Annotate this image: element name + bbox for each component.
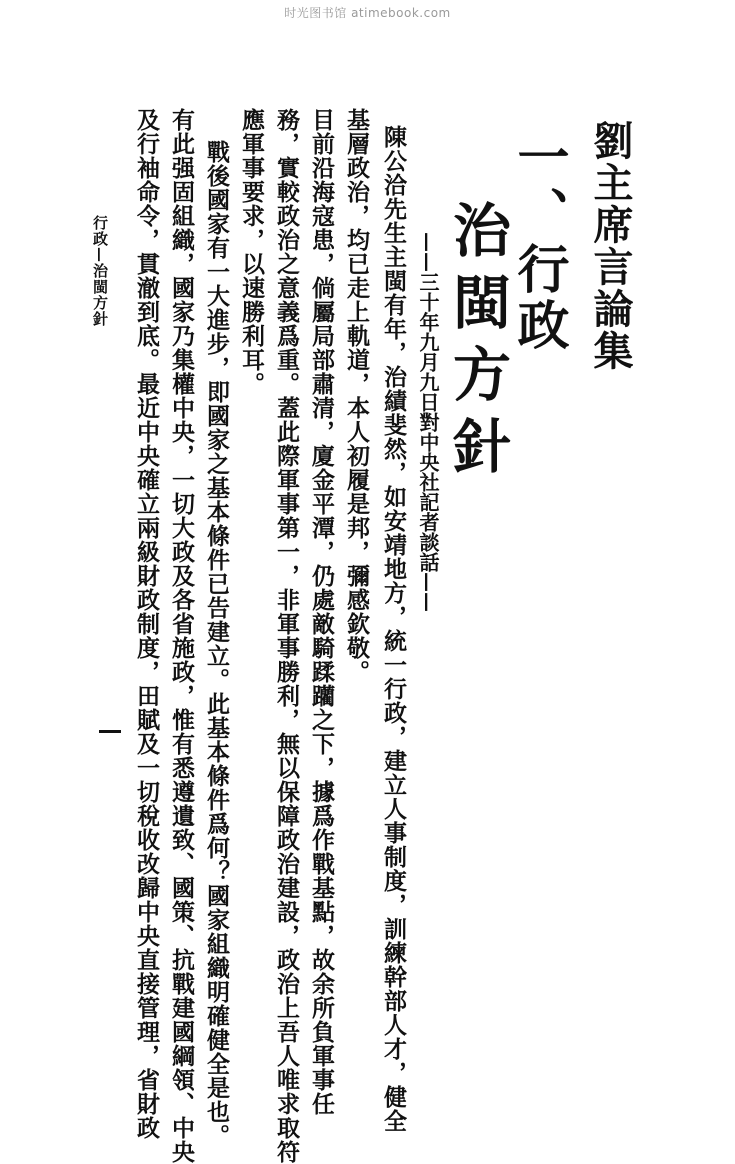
body-line: 及行袖命令，貫澈到底。最近中央確立兩級財政制度，田賦及一切稅收改歸中央直接管理，省財政 — [133, 108, 160, 1140]
body-line: 有此强固組織，國家乃集權中央，一切大政及各省施政，惟有悉遵遺致、國策、抗戰建國綱領、中央 — [168, 108, 195, 1164]
article-subtitle: ——三十年九月九日對中央社記者談話—— — [416, 232, 440, 612]
body-line: 基層政治，均已走上軌道，本人初履是邦，彌感欽敬。 — [343, 108, 370, 684]
running-head: 行政—治閩方針 — [91, 215, 109, 327]
body-line: 陳公洽先生主閩有年，治績斐然，如安靖地方，統一行政，建立人事制度，訓練幹部人才，健全 — [380, 125, 407, 1133]
section-heading: 一、行政 — [508, 130, 569, 354]
body-line: 務，實較政治之意義爲重。蓋此際軍事第一，非軍事勝利，無以保障政治建設，政治上吾人唯求取符 — [273, 108, 300, 1164]
body-line: 目前沿海寇患，倘屬局部肅清，廈金平潭，仍處敵騎蹂躪之下，據爲作戰基點，故余所負軍事任 — [308, 108, 335, 1116]
watermark: 时光图书馆 atimebook.com — [284, 6, 451, 20]
page-number — [99, 730, 121, 733]
book-title: 劉主席言論集 — [587, 120, 634, 372]
body-line: 應軍事要求，以速勝利耳。 — [238, 108, 265, 396]
body-line: 戰後國家有一大進步，即國家之基本條件已告建立。此基本條件爲何？國家組織明確健全是也。 — [203, 140, 230, 1148]
article-title: 治閩方針 — [443, 200, 511, 488]
